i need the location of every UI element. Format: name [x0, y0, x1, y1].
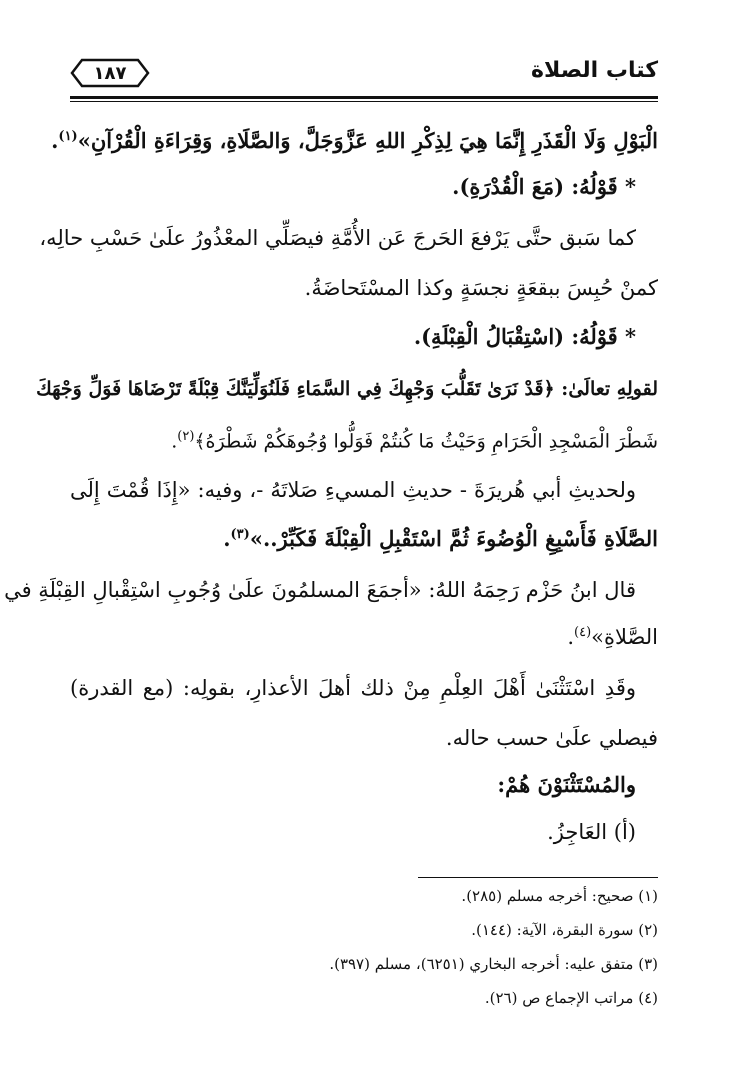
section-heading-qibla: * قَوْلُهُ: (اسْتِقْبَالُ الْقِبْلَةِ).	[413, 324, 636, 349]
body-line-11: الصَّلاةِ»$^{(٤)}$.	[567, 625, 658, 649]
body-line-9: الصَّلَاةِ فَأَسْبِغِ الْوُضُوءَ ثُمَّ اسْتَقْبِلِ الْقِبْلَةَ فَكَبِّرْ..»$^{(٣)}$.	[223, 526, 658, 551]
footnote-ref-1[interactable]: (١)	[58, 129, 78, 144]
body-line-1: الْبَوْلِ وَلَا الْقَذَرِ إِنَّمَا هِيَ لِذِكْرِ اللهِ عَزَّوَجَلَّ، وَالصَّلَاةِ، وَقِرَاءَةِ الْقُرْآنِ»$^{(١)}$.	[51, 128, 658, 153]
footnote-4: (٤) مراتب الإجماع ص (٢٦).	[484, 989, 658, 1007]
body-line-7-text: شَطْرَ الْمَسْجِدِ الْحَرَامِ وَحَيْثُ مَا كُنتُمْ فَوَلُّوا وُجُوهَكُمْ شَطْرَهُ﴾	[194, 430, 658, 453]
footnote-3: (٣) متفق عليه: أخرجه البخاري (٦٢٥١)، مسلم (٣٩٧).	[329, 955, 658, 973]
footnote-ref-3[interactable]: (٣)	[230, 527, 250, 542]
body-line-11-text: الصَّلاةِ»	[591, 625, 658, 649]
body-line-7: شَطْرَ الْمَسْجِدِ الْحَرَامِ وَحَيْثُ مَا كُنتُمْ فَوَلُّوا وُجُوهَكُمْ شَطْرَهُ﴾$^{(٢)}$.	[171, 429, 658, 453]
body-line-10: قال ابنُ حَزْم رَحِمَهُ اللهُ: «أجمَعَ المسلمُونَ علَىٰ وُجُوبِ اسْتِقْبالِ القِبْلَةِ في	[4, 578, 636, 602]
footnote-separator	[418, 877, 658, 878]
footnote-2: (٢) سورة البقرة، الآية: (١٤٤).	[471, 921, 658, 939]
header-rule	[70, 96, 658, 99]
subheading-exempted: والمُسْتَثْنَوْنَ هُمْ:	[497, 772, 636, 797]
body-line-1-text: الْبَوْلِ وَلَا الْقَذَرِ إِنَّمَا هِيَ لِذِكْرِ اللهِ عَزَّوَجَلَّ، وَالصَّلَاةِ، وَقِرَاءَةِ الْقُرْآنِ»	[77, 128, 658, 153]
body-line-4: كمنْ حُبِسَ ببقعَةٍ نجسَةٍ وكذا المسْتَحاضَةُ.	[304, 276, 658, 300]
page-number-badge	[70, 58, 150, 88]
footnote-ref-2[interactable]: (٢)	[177, 429, 195, 444]
body-line-9-text: الصَّلَاةِ فَأَسْبِغِ الْوُضُوءَ ثُمَّ اسْتَقْبِلِ الْقِبْلَةَ فَكَبِّرْ..»	[249, 526, 658, 551]
body-line-13: فيصلي علَىٰ حسب حاله.	[445, 726, 658, 750]
body-line-3: كما سَبق حتَّى يَرْفعَ الحَرجَ عَن الأُمَّةِ فيصَلِّي المعْذُورُ علَىٰ حَسْبِ حالِه،	[39, 226, 636, 250]
footnote-1: (١) صحيح: أخرجه مسلم (٢٨٥).	[461, 887, 658, 905]
page-number: ١٨٧	[93, 62, 127, 84]
list-item-a: (أ) العَاجِزُ.	[547, 820, 636, 844]
body-line-12: وقَدِ اسْتَثْنَىٰ أَهْلَ العِلْمِ مِنْ ذلك أهلَ الأعذارِ، بقولِه: (مع القدرة)	[70, 676, 636, 700]
section-heading-qudra: * قَوْلُهُ: (مَعَ الْقُدْرَةِ).	[452, 174, 636, 199]
body-line-8: ولحديثِ أبي هُريرَةَ - حديثِ المسيءِ صَلاتَهُ -، وفيه: «إِذَا قُمْتَ إِلَى	[70, 478, 636, 502]
header-rule-thin	[70, 101, 658, 102]
page-header	[70, 52, 658, 102]
footnote-ref-4[interactable]: (٤)	[574, 625, 592, 640]
body-line-6: لقولِهِ تعالَىٰ: ﴿قَدْ نَرَىٰ تَقَلُّبَ وَجْهِكَ فِي السَّمَاءِ فَلَنُوَلِّيَنَّكَ قِبْلَةً تَرْضَاهَا فَوَلِّ وَجْهَكَ	[36, 378, 658, 400]
chapter-title: كتاب الصلاة	[531, 58, 658, 83]
